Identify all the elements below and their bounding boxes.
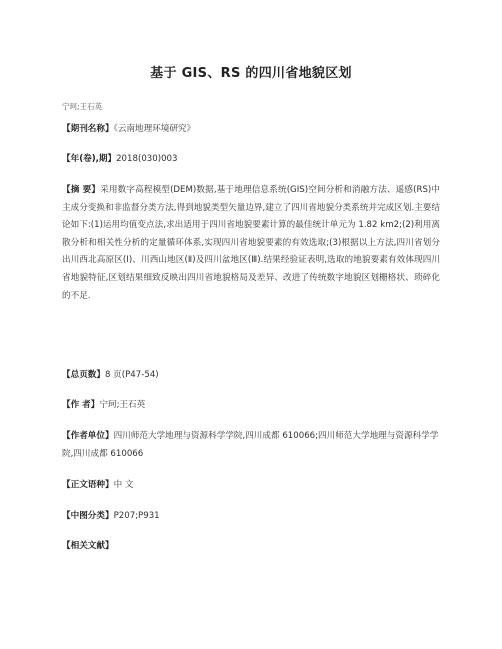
language-value: 中 文	[113, 480, 134, 490]
language-label: 【正文语种】	[62, 480, 114, 490]
authors-line: 宁珂;王石英	[62, 102, 103, 111]
year-volume-value: 2018(030)003	[116, 154, 178, 164]
classification-value: P207;P931	[113, 511, 160, 521]
author-field	[62, 397, 440, 415]
pages-value: 8 页(P47-54)	[104, 370, 159, 380]
pages-field	[62, 367, 440, 385]
related-literature-label: 【相关文献】	[62, 541, 114, 551]
language-field	[62, 477, 440, 495]
year-volume-label: 【年(卷),期】	[62, 154, 117, 164]
classification-label: 【中图分类】	[62, 511, 114, 521]
journal-value: 《云南地理环境研究》	[113, 124, 196, 134]
classification-field	[62, 508, 440, 526]
year-volume-field	[62, 151, 440, 169]
article-title: 基于 GIS、RS 的四川省地貌区划	[150, 66, 352, 81]
abstract-label: 【摘 要】	[62, 185, 101, 195]
affiliation-label: 【作者单位】	[62, 431, 114, 441]
author-value: 宁珂;王石英	[99, 400, 146, 410]
journal-label: 【期刊名称】	[62, 124, 114, 134]
abstract-field	[62, 182, 440, 305]
affiliation-value: 四川师范大学地理与资源科学学院,四川成都 610066;四川师范大学地理与资源科学学院,四川成都 610066	[62, 431, 439, 459]
journal-field	[62, 121, 440, 139]
related-literature-field	[62, 538, 440, 556]
affiliation-field	[62, 428, 440, 463]
pages-label: 【总页数】	[62, 370, 105, 380]
author-label: 【作 者】	[62, 400, 100, 410]
abstract-value: 采用数字高程模型(DEM)数据,基于地理信息系统(GIS)空间分析和消融方法、遥感(RS)中主成分变换和非监督分类方法,得到地貌类型矢量边界,建立了四川省地貌分类系统并完成区划.主要结论如下:(1)运用均值变点法,求出适用于四川省地貌要素计算的最佳统计单元为 1.82 km2;(2)利用离散分析和相关性分析的定量循环体系,实现四川省地貌要素的有效选取;(3)根据以上方法,四川省划分出川西北高原区(Ⅰ)、川西山地区(Ⅱ)及四川盆地区(Ⅲ).结果经验证表明,选取的地貌要素有效体现四川省地貌特征,区划结果细致反映出四川省地貌格局及差异、改进了传统数字地貌区划栅格状、琐碎化的不足.	[62, 185, 440, 301]
